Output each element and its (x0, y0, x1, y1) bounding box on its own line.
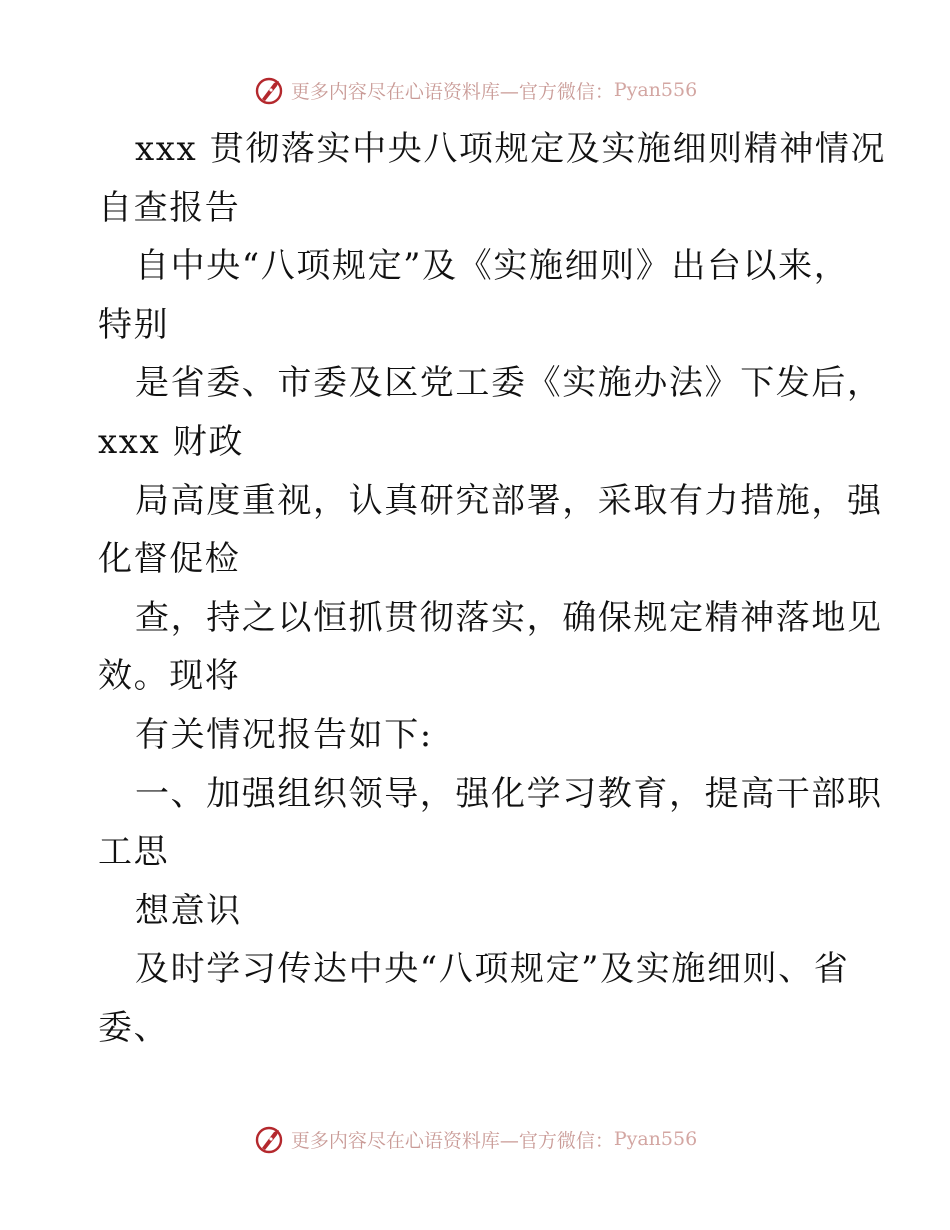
banner-text: 更多内容尽在心语资料库—官方微信： (290, 1129, 614, 1152)
pen-nib-logo-icon (253, 1123, 285, 1155)
banner-text: 更多内容尽在心语资料库—官方微信： (290, 80, 614, 103)
text-line: 是省委、市委及区党工委《实施办法》下发后， (135, 363, 883, 404)
text-line: 自中央“八项规定”及《实施细则》出台以来， (135, 246, 850, 287)
banner-wechat-id: Pyan556 (613, 1128, 698, 1150)
text-line: 工思 (98, 832, 170, 873)
text-line: 及时学习传达中央“八项规定”及实施细则、省 (135, 949, 850, 990)
pen-nib-logo-icon (253, 74, 285, 106)
text-line: 想意识 (135, 890, 242, 931)
text-line: xxx 财政 (98, 421, 244, 462)
banner-wechat-id: Pyan556 (613, 79, 698, 101)
text-line: 效。现将 (98, 656, 241, 697)
text-line: 有关情况报告如下: (135, 714, 433, 755)
text-line: 委、 (98, 1007, 170, 1048)
text-line: 局高度重视，认真研究部署，采取有力措施，强 (135, 480, 883, 521)
footer-watermark-banner (0, 1122, 950, 1156)
text-line: 化督促检 (98, 539, 241, 580)
header-watermark-banner (0, 73, 950, 107)
text-line: 自查报告 (98, 187, 241, 228)
text-line: 一、加强组织领导，强化学习教育，提高干部职 (135, 773, 883, 814)
text-line: 特别 (98, 304, 170, 345)
document-body (98, 120, 887, 1058)
text-line: xxx 贯彻落实中央八项规定及实施细则精神情况 (135, 129, 887, 169)
text-line: 查，持之以恒抓贯彻落实，确保规定精神落地见 (135, 597, 883, 638)
